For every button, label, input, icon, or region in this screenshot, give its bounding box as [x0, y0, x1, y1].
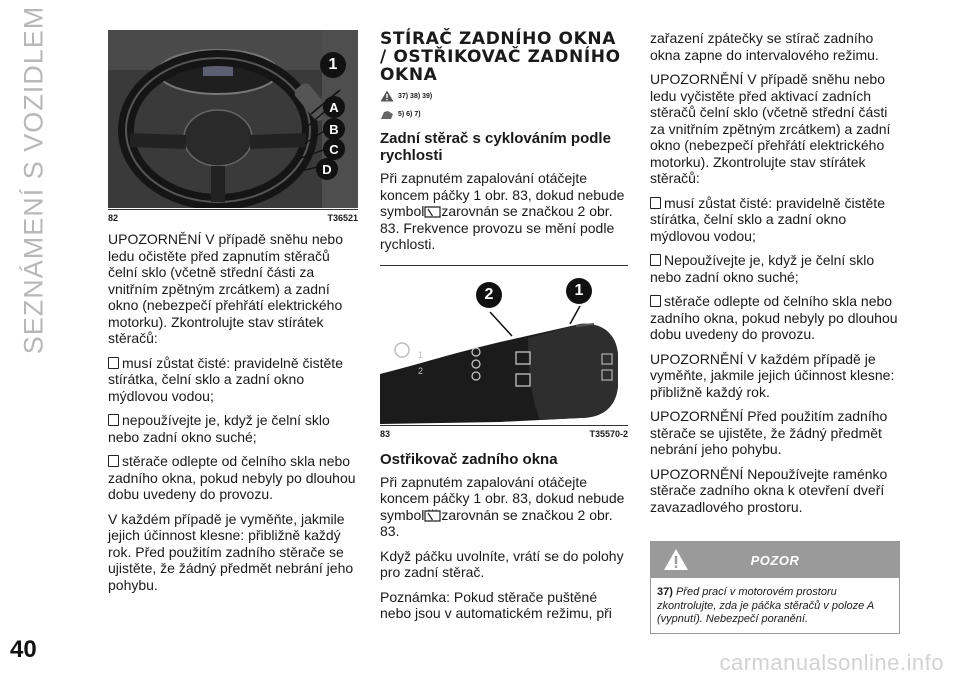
section-heading: STÍRAČ ZADNÍHO OKNA / OSTŘIKOVAČ ZADNÍHO OKNA: [380, 29, 621, 85]
column-1: [108, 30, 358, 601]
watermark-text: carmanualsonline.info: [719, 650, 944, 675]
svg-text:1: 1: [418, 349, 424, 360]
rear-wiper-symbol-icon: [424, 205, 441, 218]
side-section-title: [8, 5, 60, 355]
warning-paragraph: UPOZORNĚNÍ Nepoužívejte raménko stěrače zadního okna k otevření dveří zavazadlového prostoru.: [650, 465, 888, 515]
bullet-item: [108, 453, 358, 503]
checkbox-bullet-icon: [650, 295, 661, 307]
bullet-text: musí zůstat čisté: pravidelně čistěte stírátka, čelní sklo a zadní okno mýdlovou vodou;: [108, 354, 343, 404]
figure-82-caption: [108, 210, 358, 223]
note-reference-numbers: 5) 6) 7): [398, 110, 421, 118]
checkbox-bullet-icon: [108, 455, 119, 467]
column-3: [650, 30, 900, 634]
figure-83-caption: [380, 426, 628, 439]
checkbox-bullet-icon: [108, 414, 119, 426]
bullet-text: stěrače odlepte od čelního skla nebo zadního okna, pokud nebyly po dlouhou dobu uvedeny do provozu.: [108, 453, 356, 502]
bullet-text: Nepoužívejte je, když je čelní sklo nebo zadní okno suché;: [650, 252, 875, 285]
bullet-item: [650, 293, 900, 343]
warning-paragraph: UPOZORNĚNÍ Před použitím zadního stěrače se ujistěte, že žádný předmět nebrání jeho pohybu.: [650, 408, 888, 457]
warning-reference-numbers: 37) 38) 39): [398, 92, 433, 100]
caution-header: [651, 542, 899, 578]
warning-reference: [380, 90, 628, 102]
callout-d: D: [316, 158, 338, 180]
page-number: 40: [10, 636, 37, 663]
checkbox-bullet-icon: [108, 357, 119, 369]
checkbox-bullet-icon: [650, 197, 661, 209]
figure-number: 82: [108, 213, 119, 223]
figure-code: T36521: [327, 213, 358, 223]
warning-triangle-icon: [380, 90, 394, 102]
body-paragraph: Při zapnutém zapalování otáčejte koncem páčky 1 obr. 83, dokud nebude symbol zarovnán se značkou 2 obr. 83. Frekvence provozu se mění podle rychlosti.: [380, 170, 625, 252]
rear-washer-symbol-icon: [424, 509, 441, 522]
side-title-text: SEZNÁMENÍ S VOZIDLEM: [18, 5, 49, 355]
caution-body: [651, 578, 899, 633]
note-reference: [380, 108, 628, 120]
figure-83: [380, 274, 628, 424]
warning-paragraph: UPOZORNĚNÍ V každém případě je vyměňte, jakmile jejich účinnost klesne: přibližně každý rok.: [650, 350, 895, 400]
callout-1: 1: [320, 52, 346, 78]
caution-title: POZOR: [750, 552, 800, 568]
checkbox-bullet-icon: [650, 254, 661, 266]
figure-number: 83: [380, 428, 391, 439]
steering-wheel-illustration: [108, 30, 358, 208]
callout-c: C: [323, 138, 345, 160]
bullet-text: musí zůstat čisté: pravidelně čistěte stírátka, čelní sklo a zadní okno mýdlovou vodou;: [650, 194, 885, 244]
callout-a: A: [323, 96, 345, 118]
subheading-rear-washer: Ostřikovač zadního okna: [380, 450, 558, 468]
body-paragraph: V každém případě je vyměňte, jakmile jejich účinnost klesne: přibližně každý rok. Před použitím zadního stěrače se ujistěte, že žádný předmět nebrání jeho pohybu.: [108, 510, 354, 593]
callout-2: 2: [476, 282, 502, 308]
body-paragraph: zařazení zpátečky se stírač zadního okna zapne do intervalového režimu.: [650, 30, 879, 63]
svg-text:2: 2: [418, 365, 424, 376]
warning-paragraph: UPOZORNĚNÍ V případě sněhu nebo ledu očistěte před zapnutím stěračů čelní sklo (včetně střední části za vnitřním zpětným zrcátkem) a zadní okno (nebezpečí přehřátí elektrického motorku). Zkontrolujte stav stírátek stěračů:: [108, 231, 344, 346]
caution-box: [650, 541, 900, 634]
warning-paragraph: UPOZORNĚNÍ V případě sněhu nebo ledu vyčistěte před aktivací zadních stěračů čelní sklo (včetně střední části za vnitřním zpětným zrcátkem) a zadní okno (nebezpečí přehřátí elektrického motorku). Zkontrolujte stav stírátek stěračů:: [650, 71, 891, 186]
bullet-item: [108, 355, 358, 405]
bullet-text: stěrače odlepte od čelního skla nebo zadního okna, pokud nebyly po dlouhou dobu uvedeny do provozu.: [650, 293, 898, 342]
figure-code: T35570-2: [589, 428, 628, 439]
warning-triangle-icon: [663, 548, 689, 571]
body-paragraph: Poznámka: Pokud stěrače puštěné nebo jsou v automatickém režimu, při: [380, 588, 612, 621]
bullet-item: [108, 412, 358, 445]
hand-note-icon: [380, 108, 394, 120]
body-paragraph: Při zapnutém zapalování otáčejte koncem páčky 1 obr. 83, dokud nebude symbol zarovnán se značkou 2 obr. 83.: [380, 473, 625, 539]
caution-text: Před prací v motorovém prostoru zkontrolujte, zda je páčka stěračů v poloze A (vypnutí). Nebezpečí poranění.: [657, 586, 874, 625]
callout-1: 1: [566, 278, 592, 304]
figure-82: [108, 30, 358, 208]
bullet-item: [650, 252, 900, 285]
body-paragraph: Když páčku uvolníte, vrátí se do polohy pro zadní stěrač.: [380, 547, 624, 580]
column-2: [380, 30, 628, 630]
bullet-item: [650, 195, 900, 245]
caution-number: 37): [657, 586, 673, 598]
subheading-rear-wiper: Zadní stěrač s cyklováním podle rychlosti: [380, 130, 611, 164]
bullet-text: nepoužívejte je, když je čelní sklo nebo zadní okno suché;: [108, 412, 330, 445]
callout-b: B: [323, 118, 345, 140]
